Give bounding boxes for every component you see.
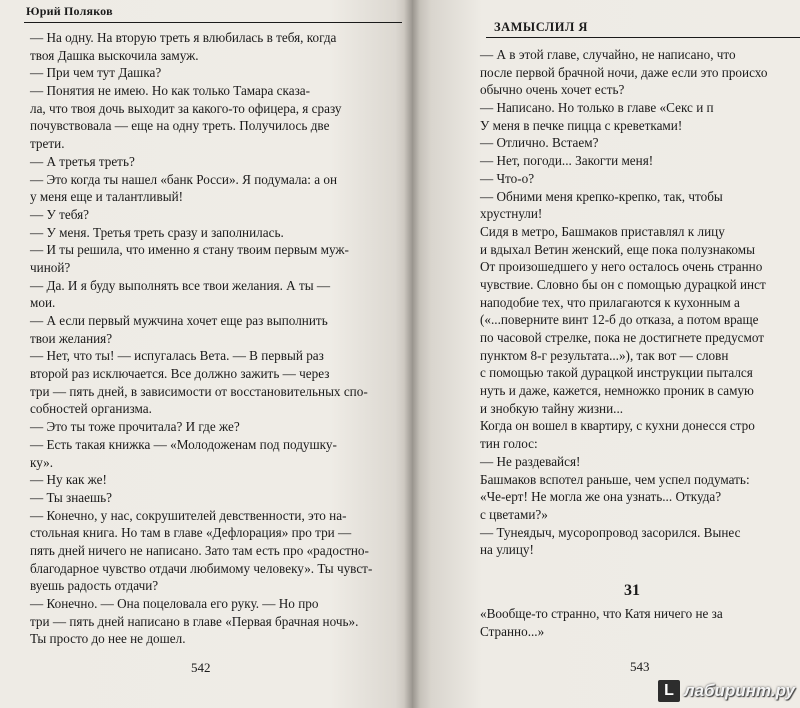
text-line: тин голос: bbox=[480, 436, 538, 452]
text-line: чиной? bbox=[30, 259, 71, 275]
text-line: — Это ты тоже прочитала? И где же? bbox=[30, 419, 240, 435]
text-line: ла, что твоя дочь выходит за какого-то офицера, я сразу bbox=[30, 100, 342, 116]
chapter-number: 31 bbox=[624, 582, 640, 599]
labirint-watermark bbox=[658, 678, 800, 704]
text-line: От произошедшего у него осталось очень странно bbox=[480, 259, 763, 275]
text-line: — Понятия не имею. Но как только Тамара сказа- bbox=[30, 83, 311, 99]
text-line: вуешь радость отдачи? bbox=[30, 578, 159, 594]
text-line: твои желания? bbox=[30, 330, 113, 346]
text-line: — Отлично. Встаем? bbox=[480, 135, 599, 151]
left-page-text bbox=[30, 29, 394, 648]
text-line: почувствовала — еще на одну треть. Получилось две bbox=[30, 118, 330, 134]
text-line: — У тебя? bbox=[30, 206, 90, 222]
text-line: собностей организма. bbox=[30, 401, 152, 417]
text-line: три — пять дней, в зависимости от восстановительных спо- bbox=[30, 383, 368, 399]
text-line: — Конечно, у нас, сокрушителей девственности, это на- bbox=[30, 507, 347, 523]
text-line: Странно...» bbox=[480, 623, 545, 639]
right-page bbox=[412, 0, 800, 708]
text-line: — Не раздевайся! bbox=[480, 453, 581, 469]
text-line: после первой брачной ночи, даже если это происхо bbox=[480, 64, 768, 80]
text-line: чувствие. Словно бы он с помощью дурацкой инст bbox=[480, 276, 766, 292]
header-rule bbox=[24, 22, 402, 23]
text-line: — У меня. Третья треть сразу и заполнилась. bbox=[30, 224, 284, 240]
book-gutter bbox=[404, 0, 420, 708]
text-line: мои. bbox=[30, 295, 56, 311]
page-number-left: 542 bbox=[191, 660, 211, 675]
text-line: с помощью такой дурацкой инструкции пытался bbox=[480, 365, 753, 381]
text-line: хрустнули! bbox=[480, 206, 543, 222]
text-line: — На одну. На вторую треть я влюбилась в тебя, когда bbox=[30, 30, 337, 45]
text-line: с цветами?» bbox=[480, 506, 548, 522]
text-line: второй раз исключается. Все должно зажить — через bbox=[30, 366, 330, 382]
text-line: наподобие тех, что прилагаются к кухонным а bbox=[480, 294, 740, 310]
watermark-text: лабиринт.ру bbox=[684, 681, 795, 700]
text-line: пять дней ничего не написано. Зато там есть про «радостно- bbox=[30, 542, 369, 558]
page-number-right: 543 bbox=[630, 659, 650, 674]
text-line: Когда он вошел в квартиру, с кухни донесся стро bbox=[480, 418, 755, 434]
labirint-logo-icon: L bbox=[658, 680, 680, 702]
text-line: — Да. И я буду выполнять все твои желания. А ты — bbox=[30, 277, 331, 293]
text-line: и знобкую тайну жизни... bbox=[480, 400, 624, 416]
text-line: — Нет, погоди... Закогти меня! bbox=[480, 153, 654, 169]
text-line: на улицу! bbox=[480, 542, 534, 558]
running-head-author: Юрий Поляков bbox=[26, 4, 113, 18]
text-line: и вдыхал Ветин женский, еще пока полузнакомы bbox=[480, 241, 755, 257]
text-line: — Есть такая книжка — «Молодоженам под подушку- bbox=[30, 436, 337, 452]
text-line: — Это когда ты нашел «банк Росси». Я подумала: а он bbox=[30, 171, 338, 187]
text-line: у меня еще и талантливый! bbox=[30, 189, 184, 205]
running-head-title: ЗАМЫСЛИЛ Я bbox=[494, 20, 588, 34]
text-line: пунктом 8-г результата...»), так вот — словн bbox=[480, 347, 729, 363]
text-line: — Что-о? bbox=[480, 170, 535, 186]
text-line: «Че-ерт! Не могла же она узнать... Откуда? bbox=[480, 489, 722, 505]
text-line: Сидя в метро, Башмаков приставлял к лицу bbox=[480, 223, 725, 239]
text-line: по часовой стрелке, пока не достигнете предусмот bbox=[480, 330, 765, 345]
text-line: обычно очень хочет есть? bbox=[480, 82, 625, 98]
text-line: — Тунеядыч, мусоропровод засорился. Вынес bbox=[480, 524, 741, 540]
text-line: У меня в печке пицца с креветками! bbox=[480, 117, 683, 133]
text-line: — А если первый мужчина хочет еще раз выполнить bbox=[30, 313, 328, 328]
text-line: твоя Дашка выскочила замуж. bbox=[30, 47, 199, 63]
text-line: три — пять дней написано в главе «Первая брачная ночь». bbox=[30, 613, 359, 629]
text-line: Башмаков вспотел раньше, чем успел подумать: bbox=[480, 471, 750, 487]
text-line: — А в этой главе, случайно, не написано, что bbox=[480, 47, 736, 62]
text-line: «Вообще-то странно, что Катя ничего не за bbox=[480, 606, 723, 621]
text-line: ку». bbox=[30, 454, 54, 470]
text-line: — И ты решила, что именно я стану твоим первым муж- bbox=[30, 242, 349, 258]
text-line: стольная книга. Но там в главе «Дефлорация» про три — bbox=[30, 525, 352, 541]
text-line: — Конечно. — Она поцеловала его руку. — Но про bbox=[30, 596, 319, 611]
text-line: — Ну как же! bbox=[30, 472, 107, 488]
header-rule bbox=[486, 37, 800, 38]
text-line: — Ты знаешь? bbox=[30, 489, 113, 505]
text-line: — А третья треть? bbox=[30, 153, 135, 169]
text-line: трети. bbox=[30, 136, 65, 152]
text-line: — При чем тут Дашка? bbox=[30, 65, 162, 81]
text-line: — Написано. Но только в главе «Секс и п bbox=[480, 100, 714, 116]
text-line: Ты просто до нее не дошел. bbox=[30, 631, 186, 647]
text-line: нуть и даже, кажется, немножко проник в самую bbox=[480, 383, 754, 399]
text-line: — Обними меня крепко-крепко, так, чтобы bbox=[480, 188, 723, 204]
right-page-text bbox=[480, 46, 800, 559]
text-line: — Нет, что ты! — испугалась Вета. — В первый раз bbox=[30, 348, 324, 364]
chapter-opening-text bbox=[480, 605, 800, 640]
text-line: («...поверните винт 12-б до отказа, а потом враще bbox=[480, 312, 759, 328]
text-line: благодарное чувство отдачи любимому человеку». Ты чувст- bbox=[30, 560, 373, 576]
